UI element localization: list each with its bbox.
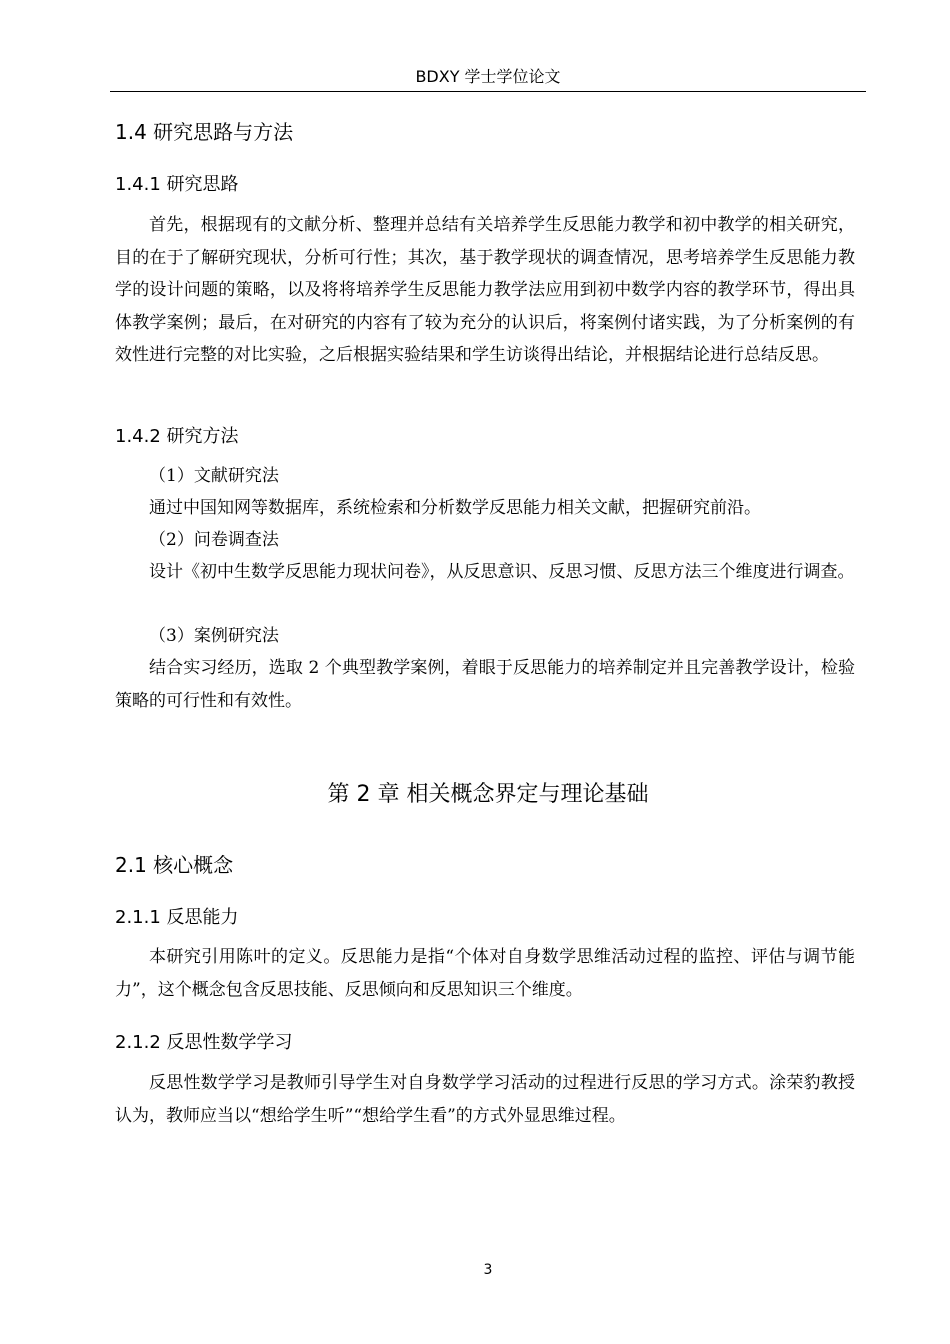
method-3-text: 结合实习经历，选取 2 个典型教学案例，着眼于反思能力的培养制定并且完善教学设计，检验策略的可行性和有效性。 [115, 658, 855, 711]
section-heading-2-1: 2.1 核心概念 [115, 853, 234, 877]
subsection-heading-2-1-2: 2.1.2 反思性数学学习 [115, 1032, 293, 1053]
header-divider [110, 91, 866, 92]
method-1-title: （1）文献研究法 [149, 466, 279, 486]
section-heading-1-4: 1.4 研究思路与方法 [115, 120, 294, 144]
subsection-heading-1-4-1: 1.4.1 研究思路 [115, 174, 239, 195]
method-1-text: 通过中国知网等数据库，系统检索和分析数学反思能力相关文献，把握研究前沿。 [149, 498, 761, 518]
paragraph-reflective-learning: 反思性数学学习是教师引导学生对自身数学学习活动的过程进行反思的学习方式。涂荣豹教授认为，教师应当以“想给学生听”“想给学生看”的方式外显思维过程。 [115, 1073, 855, 1126]
chapter-2-heading: 第 2 章 相关概念界定与理论基础 [327, 782, 649, 807]
paragraph-research-approach: 首先，根据现有的文献分析、整理并总结有关培养学生反思能力教学和初中教学的相关研究，目的在于了解研究现状，分析可行性；其次，基于教学现状的调查情况，思考培养学生反思能力教学的设计问题的策略，以及将将培养学生反思能力教学法应用到初中数学内容的教学环节，得出具体教学案例；最后，在对研究的内容有了较为充分的认识后，将案例付诸实践，为了分析案例的有效性进行完整的对比实验，之后根据实验结果和学生访谈得出结论，并根据结论进行总结反思。 [115, 215, 855, 365]
subsection-heading-1-4-2: 1.4.2 研究方法 [115, 426, 239, 447]
method-2-title: （2）问卷调查法 [149, 530, 279, 550]
page-number: 3 [483, 1262, 493, 1278]
running-header: BDXY 学士学位论文 [415, 67, 561, 86]
paragraph-reflective-ability: 本研究引用陈叶的定义。反思能力是指“个体对自身数学思维活动过程的监控、评估与调节能力”，这个概念包含反思技能、反思倾向和反思知识三个维度。 [115, 947, 855, 1000]
subsection-heading-2-1-1: 2.1.1 反思能力 [115, 907, 239, 928]
method-2-text: 设计《初中生数学反思能力现状问卷》，从反思意识、反思习惯、反思方法三个维度进行调查。 [149, 562, 855, 582]
method-3-title: （3）案例研究法 [149, 626, 279, 646]
